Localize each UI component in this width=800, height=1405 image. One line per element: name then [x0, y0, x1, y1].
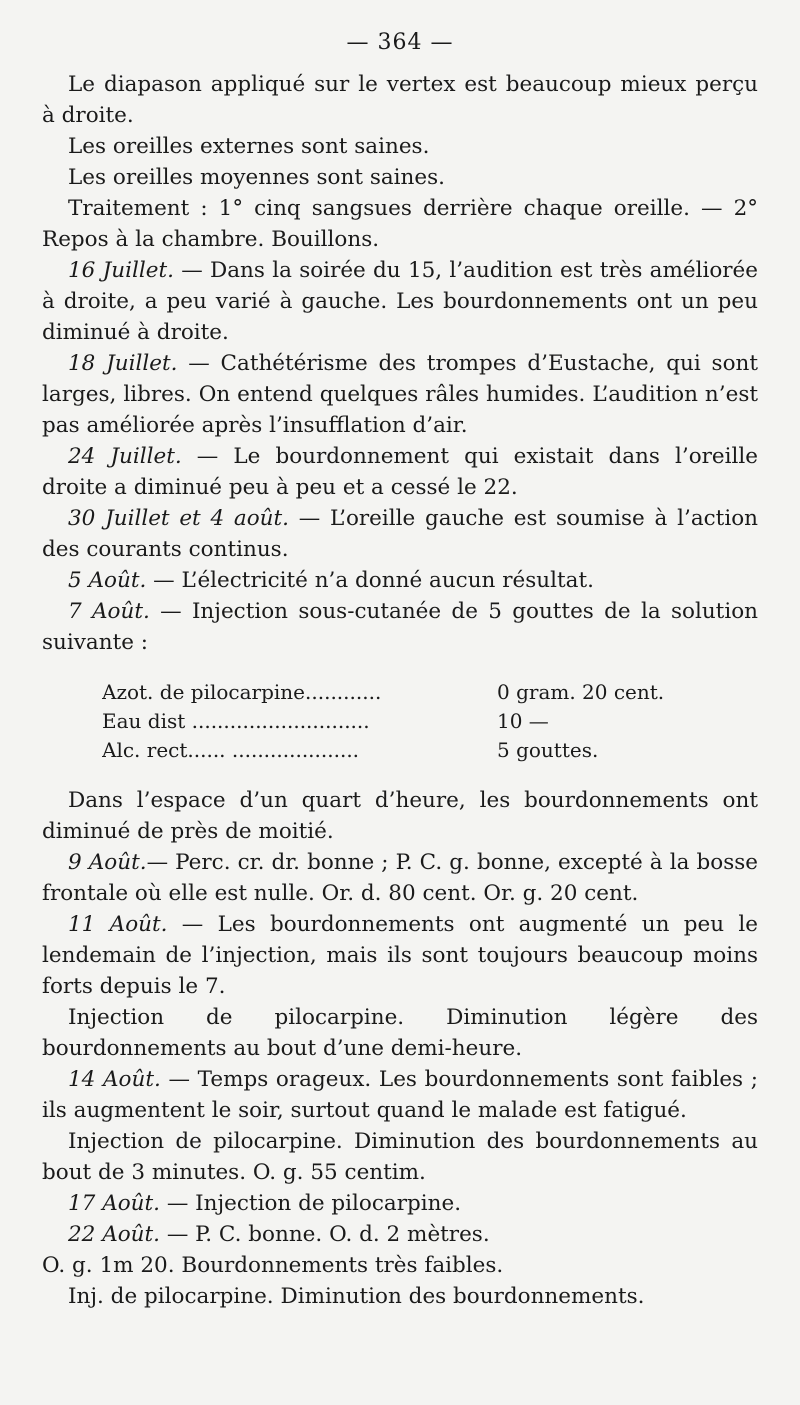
- entry-date: 7 Août.: [68, 599, 150, 624]
- entry-date: 17 Août.: [68, 1191, 160, 1216]
- paragraph-text: Le diapason appliqué sur le vertex est beaucoup mieux perçu à droite.: [42, 72, 758, 128]
- paragraph: [42, 69, 758, 131]
- paragraph-text: Les oreilles moyennes sont saines.: [68, 165, 445, 190]
- prescription-row: [102, 707, 758, 736]
- entry-date: 5 Août.: [68, 568, 147, 593]
- ingredient-name: Azot. de pilocarpine............: [102, 680, 382, 704]
- paragraph: [42, 909, 758, 1002]
- paragraph: [42, 255, 758, 348]
- paragraph: [42, 1188, 758, 1219]
- ingredient-quantity: 10 —: [497, 709, 549, 733]
- paragraph-text: — Dans la soirée du 15, l’audition est très améliorée à droite, a peu varié à gauche. Les bourdonnements ont un peu diminué à droite.: [42, 258, 758, 345]
- paragraph: [42, 1064, 758, 1126]
- page-number: — 364 —: [346, 30, 454, 55]
- entry-date: 16 Juillet.: [68, 258, 174, 283]
- entry-date: 11 Août.: [68, 912, 168, 937]
- paragraph: [42, 348, 758, 441]
- paragraph-text: — Injection sous-cutanée de 5 gouttes de la solution suivante :: [42, 599, 758, 655]
- paragraph-text: — Injection de pilocarpine.: [159, 1191, 462, 1216]
- ingredient-name: Alc. rect...... ....................: [102, 738, 360, 762]
- paragraph: [42, 596, 758, 658]
- paragraph: [42, 1126, 758, 1188]
- paragraph: [42, 785, 758, 847]
- paragraph-text: — Le bourdonnement qui existait dans l’oreille droite a diminué peu à peu et a cessé le 22.: [42, 444, 758, 500]
- paragraph: [42, 193, 758, 255]
- entry-date: 14 Août.: [68, 1067, 161, 1092]
- ingredient-quantity: 0 gram. 20 cent.: [497, 680, 665, 704]
- paragraph-text: — L’électricité n’a donné aucun résultat.: [146, 568, 594, 593]
- text-block-bottom: [42, 785, 758, 1250]
- final-line-1: O. g. 1m 20. Bourdonnements très faibles.: [42, 1253, 504, 1278]
- paragraph-text: — P. C. bonne. O. d. 2 mètres.: [159, 1222, 490, 1247]
- paragraph: [42, 1002, 758, 1064]
- text-block-top: [42, 69, 758, 658]
- paragraph-text: — L’oreille gauche est soumise à l’action des courants continus.: [42, 506, 758, 562]
- ingredient-name: Eau dist ............................: [102, 709, 370, 733]
- entry-date: 22 Août.: [68, 1222, 160, 1247]
- paragraph-text: Les oreilles externes sont saines.: [68, 134, 430, 159]
- entry-date: 24 Juillet.: [68, 444, 182, 469]
- entry-date: 18 Juillet.: [68, 351, 178, 376]
- paragraph: [42, 565, 758, 596]
- paragraph: [42, 162, 758, 193]
- ingredient-quantity: 5 gouttes.: [497, 738, 599, 762]
- entry-date: 9 Août.: [68, 850, 147, 875]
- paragraph: [42, 1219, 758, 1250]
- paragraph: [42, 131, 758, 162]
- entry-date: 30 Juillet et 4 août.: [68, 506, 289, 531]
- paragraph-text: Injection de pilocarpine. Diminution des bourdonnements au bout de 3 minutes. O. g. 55 centim.: [42, 1129, 758, 1185]
- prescription-row: [102, 678, 758, 707]
- prescription-row: [102, 736, 758, 765]
- paragraph: [42, 503, 758, 565]
- paragraph: [42, 847, 758, 909]
- final-line-2: Inj. de pilocarpine. Diminution des bourdonnements.: [68, 1284, 645, 1309]
- paragraph-text: Dans l’espace d’un quart d’heure, les bourdonnements ont diminué de près de moitié.: [42, 788, 758, 844]
- prescription-table: [102, 678, 758, 765]
- paragraph-text: — Perc. cr. dr. bonne ; P. C. g. bonne, excepté à la bosse frontale où elle est nulle. Or. d. 80 cent. Or. g. 20 cent.: [42, 850, 758, 906]
- paragraph: [42, 441, 758, 503]
- paragraph-text: — Cathétérisme des trompes d’Eustache, qui sont larges, libres. On entend quelques râles humides. L’audition n’est pas améliorée après l’insufflation d’air.: [42, 351, 759, 438]
- paragraph-text: Traitement : 1° cinq sangsues derrière chaque oreille. — 2° Repos à la chambre. Bouillons.: [42, 196, 758, 252]
- paragraph-text: Injection de pilocarpine. Diminution légère des bourdonnements au bout d’une demi-heure.: [42, 1005, 758, 1061]
- paragraph-text: — Temps orageux. Les bourdonnements sont faibles ; ils augmentent le soir, surtout quand le malade est fatigué.: [42, 1067, 758, 1123]
- paragraph-text: — Les bourdonnements ont augmenté un peu le lendemain de l’injection, mais ils sont toujours beaucoup moins forts depuis le 7.: [42, 912, 759, 999]
